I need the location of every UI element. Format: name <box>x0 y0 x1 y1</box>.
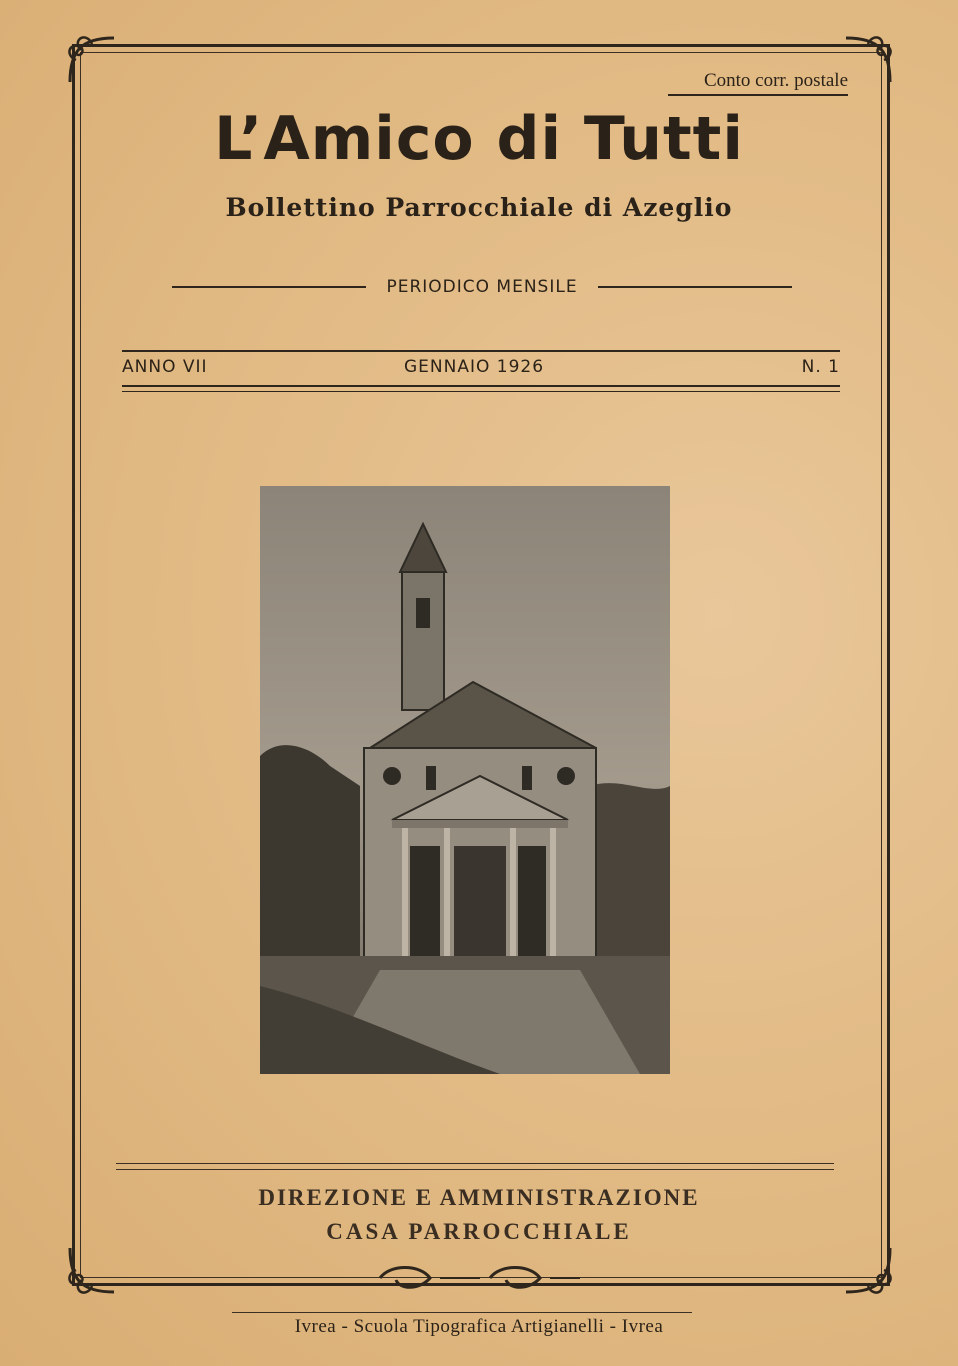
periodicity-rule-right <box>598 286 792 288</box>
printer-rule <box>232 1312 692 1313</box>
masthead-title: L’Amico di Tutti <box>214 104 744 174</box>
corner-flourish-bottom-right <box>838 1240 898 1300</box>
printer-imprint: Ivrea - Scuola Tipografica Artigianelli - Ivrea <box>294 1316 664 1337</box>
footer-ornament <box>370 1260 590 1296</box>
corner-flourish-top-left <box>62 30 122 90</box>
footer-rule-top <box>116 1163 834 1164</box>
periodicity-rule-left <box>172 286 366 288</box>
issue-number: N. 1 <box>801 357 840 377</box>
periodicity-row <box>172 272 792 302</box>
issue-date: GENNAIO 1926 <box>404 357 545 377</box>
issue-info-row <box>122 357 840 381</box>
footer-rule-bottom <box>116 1169 834 1170</box>
church-illustration <box>260 486 670 1074</box>
corner-flourish-bottom-left <box>62 1240 122 1300</box>
issue-rule-bottom <box>122 385 840 387</box>
issue-rule-bottom-thin <box>122 391 840 392</box>
management-line: DIREZIONE E AMMINISTRAZIONE <box>258 1185 700 1210</box>
periodicity-label: PERIODICO MENSILE <box>386 277 578 297</box>
address-line: CASA PARROCCHIALE <box>326 1219 632 1244</box>
masthead-subtitle: Bollettino Parrocchiale di Azeglio <box>225 193 733 222</box>
issue-rule-top <box>122 350 840 352</box>
issue-year: ANNO VII <box>122 357 208 377</box>
postal-account-note: Conto corr. postale <box>668 70 848 96</box>
